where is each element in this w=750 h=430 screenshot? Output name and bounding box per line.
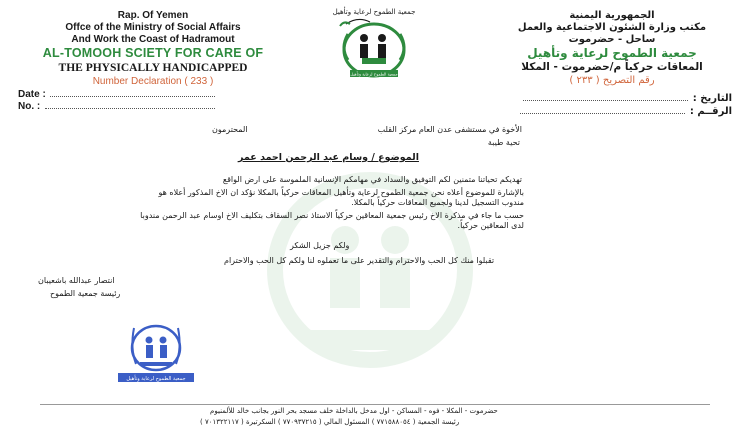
country-name-ar: الجمهورية اليمنية: [569, 10, 655, 21]
number-field: [18, 96, 215, 114]
society-logo: [318, 4, 430, 84]
header-english: [8, 10, 298, 88]
declaration-number-ar: رقم التصريح ( ٢٣٣ ): [569, 75, 655, 86]
footer-address: حضرموت - المكلا - فوه - المساكن - اول مدخل بالداخلة خلف مسجد بحر النور بجانب خالد للألمنيوم: [210, 407, 498, 415]
honorific: المحترمون: [212, 125, 248, 134]
number-label: No. :: [18, 101, 41, 112]
ministry-region-ar: ساحل - حضرموت: [568, 34, 656, 45]
org-name-ar: جمعية الطموح لرعاية وتأهيل: [527, 46, 697, 60]
org-name-en-line2: THE PHYSICALLY HANDICAPPED: [58, 62, 248, 74]
ministry-region-en: And Work the Coast of Hadramout: [71, 34, 235, 45]
stamp-text: جمعية الطموح لرعاية وتأهيل: [126, 376, 186, 382]
signer-title: رئيسة جمعية الطموح: [50, 289, 121, 298]
thanks-line: ولكم جزيل الشكر: [290, 241, 350, 250]
footer-phones: رئيسة الجمعية ( ٧٧١٥٨٨٠٥٤ ) المسئول المالي ( ٧٧٠٩٣٧٢١٥ ) السكرتيرة ( ٧٠١٣٢٢١١٧ ): [200, 418, 460, 426]
date-label: Date :: [18, 89, 46, 100]
logo-banner-text: جمعية الطموح لرعاية وتأهيل: [350, 71, 398, 77]
recipient-line: الأخوة في مستشفى عدن العام مركز القلب: [377, 125, 522, 134]
signer-name: انتصار عبدالله باشعيبان: [38, 276, 115, 285]
number-field-ar: [520, 99, 732, 118]
declaration-number-en: Number Declaration ( 233 ): [92, 76, 214, 87]
watermark-logo: [250, 150, 490, 380]
subject-line: الموضوع / وسام عبد الرحمن احمد عمر: [238, 152, 419, 163]
logo-calligraphy: جمعية الطموح لرعاية وتأهيل: [332, 8, 416, 16]
org-name-en: AL-TOMOOH SCIETY FOR CARE OF: [42, 46, 264, 60]
paragraph-1: تهديكم تحياتنا متمنين لكم التوفيق والسداد في مهامكم الإنسانية الملموسة على ارض الواقع: [222, 175, 522, 184]
date-label-ar: التاريخ :: [692, 93, 732, 104]
official-stamp: [110, 318, 202, 388]
paragraph-3-line1: حسب ما جاء في مذكرة الاخ رئيس جمعية المعاقين حركياً الاستاذ نصر السقاف بتكليف الاخ اوسام عبد الرحمن مندوبا: [140, 211, 524, 220]
paragraph-2-line2: مندوب التسجيل لدينا ولجميع المعاقات حركياً بالمكلا.: [351, 198, 524, 207]
org-name-ar-line2: المعاقات حركياً م/حضرموت - المكلا: [521, 61, 703, 73]
greeting: تحية طيبة: [487, 138, 520, 147]
country-name-en: Rap. Of Yemen: [117, 10, 189, 21]
ministry-office-en: Offce of the Ministry of Social Affairs: [65, 22, 241, 33]
number-label-ar: الرقــم :: [689, 106, 732, 117]
ministry-office-ar: مكتب وزارة الشئون الاجتماعية والعمل: [517, 22, 707, 33]
closing-line: تقبلوا منك كل الحب والاحترام والتقدير على ما تعملوه لنا ولكم كل الحب والاحترام: [224, 256, 495, 265]
paragraph-2-line1: بالإشارة للموضوع أعلاه نحن جمعية الطموح لرعاية وتأهيل المعاقات حركياً بالمكلا نؤكد ان الاخ المذكور أعلاه هو: [158, 188, 524, 197]
paragraph-3-line2: لدى المعاقين حركياً.: [457, 221, 524, 230]
footer-divider: [40, 404, 710, 405]
header-arabic: [482, 10, 742, 87]
